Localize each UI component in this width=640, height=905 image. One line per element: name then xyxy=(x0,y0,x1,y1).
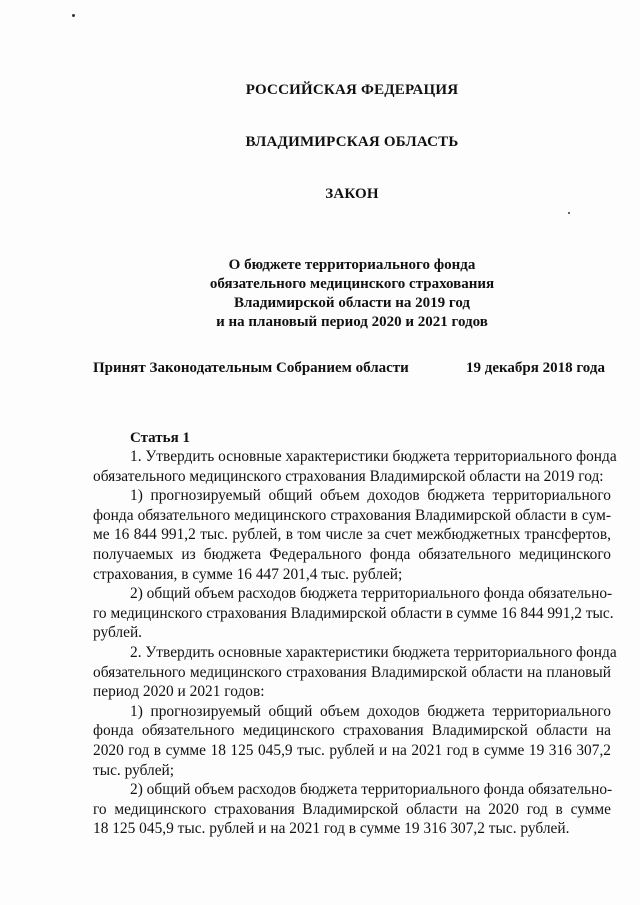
document-type-heading: ЗАКОН xyxy=(325,186,379,202)
region-heading: ВЛАДИМИРСКАЯ ОБЛАСТЬ xyxy=(245,134,459,150)
text-line: период 2020 и 2021 годов: xyxy=(93,683,265,701)
law-title-line: обязательного медицинского страхования xyxy=(209,276,495,292)
adoption-date: 19 декабря 2018 года xyxy=(466,360,605,376)
text-line: 1) прогнозируемый общий объем доходов бюджета территориального xyxy=(130,487,611,505)
scan-speck xyxy=(72,14,75,17)
text-line: ме 16 844 991,2 тыс. рублей, в том числе за счет межбюджетных трансфертов, xyxy=(93,526,611,544)
text-line: обязательного медицинского страхования Владимирской области на 2019 год: xyxy=(93,467,604,485)
article-title: Статья 1 xyxy=(130,430,190,446)
text-line: 1) прогнозируемый общий объем доходов бюджета территориального xyxy=(130,702,611,720)
law-title xyxy=(32,256,640,332)
text-line: го медицинского страхования Владимирской области на 2020 год в сумме xyxy=(93,800,611,818)
text-line: обязательного медицинского страхования Владимирской области на плановый xyxy=(93,663,611,681)
text-line: страхования, в сумме 16 447 201,4 тыс. рублей; xyxy=(93,565,403,583)
text-line: 2020 год в сумме 18 125 045,9 тыс. рублей и на 2021 год в сумме 19 316 307,2 xyxy=(93,741,611,759)
text-line: рублей. xyxy=(93,624,143,642)
text-line: тыс. рублей; xyxy=(93,761,175,779)
text-line: получаемых из бюджета Федерального фонда обязательного медицинского xyxy=(93,545,611,563)
law-title-line: Владимирской области на 2019 год xyxy=(233,295,471,311)
text-line: 2) общий объем расходов бюджета территориального фонда обязательно- xyxy=(130,585,613,603)
text-line: 2. Утвердить основные характеристики бюджета территориального фонда xyxy=(130,643,617,661)
country-heading: РОССИЙСКАЯ ФЕДЕРАЦИЯ xyxy=(245,82,459,98)
text-line: фонда обязательного медицинского страхования Владимирской области на xyxy=(93,722,611,740)
text-line: го медицинского страхования Владимирской области в сумме 16 844 991,2 тыс. xyxy=(93,604,614,622)
adoption-statement: Принят Законодательным Собранием области xyxy=(93,360,409,376)
article-body xyxy=(93,447,617,839)
law-title-line: и на плановый период 2020 и 2021 годов xyxy=(216,314,488,330)
scan-speck xyxy=(568,212,570,214)
text-line: 2) общий объем расходов бюджета территориального фонда обязательно- xyxy=(130,781,613,799)
law-title-line: О бюджете территориального фонда xyxy=(228,257,476,273)
text-line: 18 125 045,9 тыс. рублей и на 2021 год в сумме 19 316 307,2 тыс. рублей. xyxy=(93,820,570,838)
text-line: фонда обязательного медицинского страхования Владимирской области в сум- xyxy=(93,506,611,524)
text-line: 1. Утвердить основные характеристики бюджета территориального фонда xyxy=(130,448,617,465)
